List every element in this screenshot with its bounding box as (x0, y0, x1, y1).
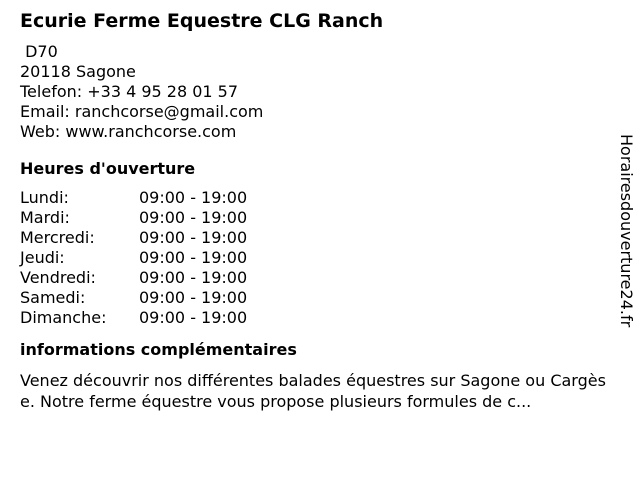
hours-day: Dimanche: (20, 308, 107, 327)
hours-row (20, 188, 610, 208)
hours-day: Vendredi: (20, 268, 96, 287)
hours-day: Mardi: (20, 208, 70, 227)
hours-row (20, 308, 610, 328)
contact-block (20, 42, 610, 142)
business-name: Ecurie Ferme Equestre CLG Ranch (20, 10, 384, 32)
hours-time: 09:00 - 19:00 (139, 228, 248, 247)
hours-time: 09:00 - 19:00 (139, 188, 248, 207)
web-line: Web: www.ranchcorse.com (20, 122, 237, 141)
business-card (20, 8, 610, 412)
hours-row (20, 208, 610, 228)
hours-heading: Heures d'ouverture (20, 159, 196, 178)
hours-day: Lundi: (20, 188, 69, 207)
address-street: D70 (20, 42, 58, 61)
hours-time: 09:00 - 19:00 (139, 288, 248, 307)
info-description: Venez découvrir nos différentes balades équestres sur Sagone ou Cargèse. Notre ferme équestre vous propose plusieurs formules de c... (20, 371, 606, 411)
hours-time: 09:00 - 19:00 (139, 308, 248, 327)
hours-day: Mercredi: (20, 228, 95, 247)
hours-time: 09:00 - 19:00 (139, 268, 248, 287)
hours-row (20, 268, 610, 288)
hours-row (20, 288, 610, 308)
hours-day: Samedi: (20, 288, 86, 307)
hours-row (20, 248, 610, 268)
info-heading: informations complémentaires (20, 340, 297, 359)
hours-time: 09:00 - 19:00 (139, 208, 248, 227)
hours-table (20, 188, 610, 328)
hours-time: 09:00 - 19:00 (139, 248, 248, 267)
hours-day: Jeudi: (20, 248, 65, 267)
hours-row (20, 228, 610, 248)
address-city: 20118 Sagone (20, 62, 136, 81)
site-watermark: Horairesdouverture24.fr (617, 134, 636, 328)
email-line: Email: ranchcorse@gmail.com (20, 102, 264, 121)
phone-line: Telefon: +33 4 95 28 01 57 (20, 82, 239, 101)
